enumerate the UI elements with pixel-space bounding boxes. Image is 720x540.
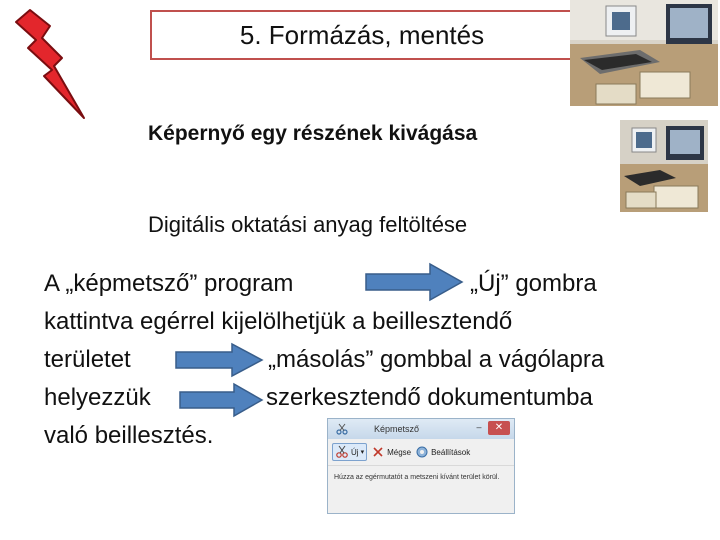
right-arrow-icon <box>364 262 464 302</box>
right-arrow-icon <box>174 342 264 378</box>
body-line-3a: területet <box>44 346 131 373</box>
snipping-tool-instructions: Húzza az egérmutatót a metszeni kívánt terület körül. <box>334 474 500 481</box>
new-snip-icon <box>335 445 349 459</box>
settings-label: Beállítások <box>431 447 471 457</box>
chevron-down-icon[interactable]: ▾ <box>360 449 365 456</box>
snipping-tool-title: Képmetsző <box>374 424 420 434</box>
subtitle-upload: Digitális oktatási anyag feltöltése <box>148 212 468 237</box>
snipping-tool-titlebar[interactable] <box>328 419 514 439</box>
snipping-tool-toolbar <box>328 439 514 466</box>
body-line-2: kattintva egérrel kijelölhetjük a beillesztendő <box>44 308 513 335</box>
new-snip-button[interactable] <box>332 443 367 461</box>
cancel-label: Mégse <box>387 447 412 457</box>
new-snip-label: Új <box>351 447 359 457</box>
body-line-5: való beillesztés. <box>44 422 214 449</box>
body-line-1b: „Új” gombra <box>470 270 597 297</box>
lightning-bolt-icon <box>14 6 88 124</box>
office-photo-middle <box>620 120 708 212</box>
cancel-x-icon <box>371 445 385 459</box>
settings-button[interactable] <box>415 445 470 459</box>
settings-icon <box>415 445 429 459</box>
slide-title-text: 5. Formázás, mentés <box>239 19 485 50</box>
snipping-tool-window <box>327 418 515 514</box>
body-line-1 <box>44 270 293 298</box>
scissors-icon <box>336 423 348 435</box>
body-line-3b: „másolás” gombbal a vágólapra <box>268 346 605 373</box>
body-line-4b: szerkesztendő dokumentumba <box>266 384 593 411</box>
cancel-button[interactable] <box>371 445 411 459</box>
minimize-button[interactable]: – <box>476 422 482 432</box>
office-photo-top <box>570 0 718 106</box>
close-button[interactable]: ✕ <box>488 421 510 435</box>
body-line-4a: helyezzük <box>44 384 151 411</box>
body-line-1a: A „képmetsző” program <box>44 270 294 297</box>
right-arrow-icon <box>178 382 264 418</box>
slide-title <box>150 10 574 60</box>
subtitle-screen-snip: Képernyő egy részének kivágása <box>148 122 478 145</box>
